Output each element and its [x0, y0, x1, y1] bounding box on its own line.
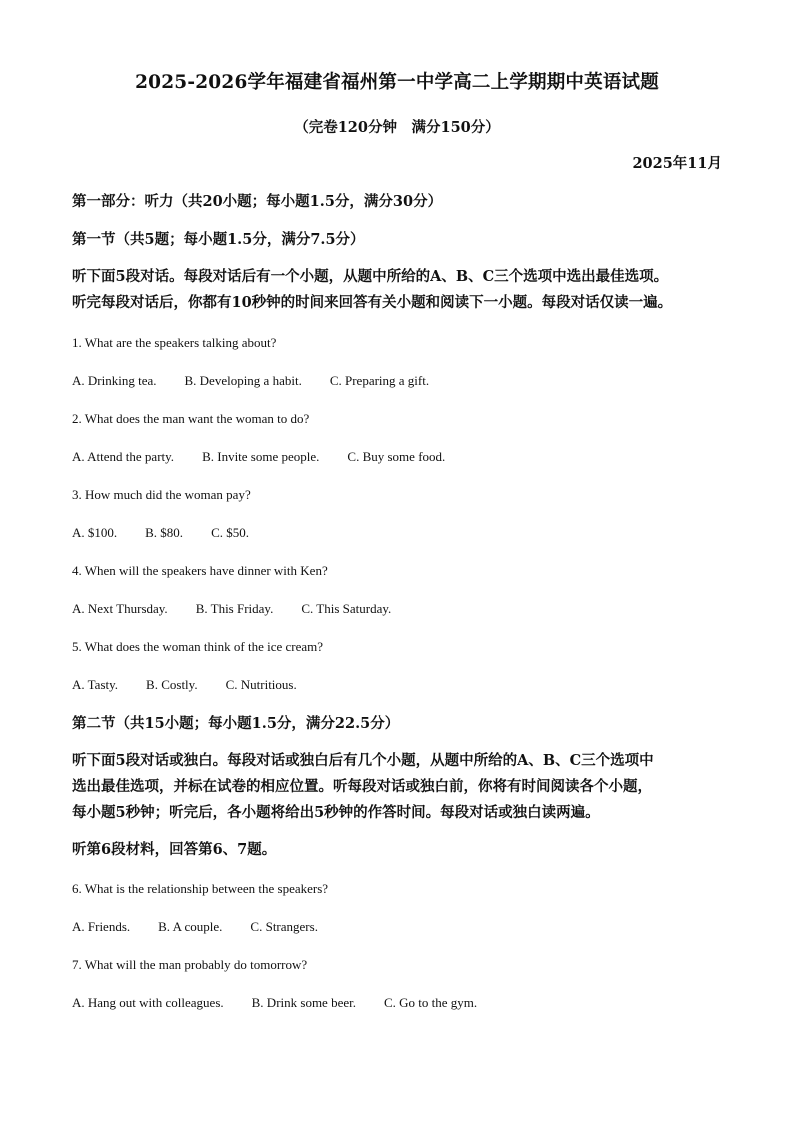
option-c: C. $50.	[211, 525, 249, 540]
question-6-options	[72, 916, 722, 938]
option-c: C. Strangers.	[250, 919, 318, 934]
question-7: 7. What will the man probably do tomorrow?	[72, 957, 308, 972]
option-b: B. Drink some beer.	[251, 995, 356, 1010]
option-b: B. A couple.	[158, 919, 223, 934]
question-5-options	[72, 674, 722, 696]
option-a: A. Attend the party.	[72, 449, 175, 464]
section2-subheading: 听第6段材料，回答第6、7题。	[72, 841, 277, 858]
question-1-options	[72, 370, 722, 392]
exam-date: 2025年11月	[632, 155, 722, 172]
question-4-options	[72, 598, 722, 620]
question-2-options	[72, 446, 722, 468]
exam-duration-score: （完卷120分钟 满分150分）	[294, 119, 500, 136]
exam-title: 2025-2026学年福建省福州第一中学高二上学期期中英语试题	[135, 72, 659, 93]
option-b: B. Invite some people.	[202, 449, 320, 464]
option-b: B. $80.	[145, 525, 184, 540]
option-a: A. Drinking tea.	[72, 373, 157, 388]
instruction-line: 听下面5段对话。每段对话后有一个小题，从题中所给的A、B、C三个选项中选出最佳选项。	[72, 268, 669, 285]
question-3: 3. How much did the woman pay?	[72, 487, 251, 502]
option-b: B. This Friday.	[195, 601, 274, 616]
option-c: C. Buy some food.	[347, 449, 446, 464]
option-a: A. Hang out with colleagues.	[72, 995, 224, 1010]
question-2: 2. What does the man want the woman to do?	[72, 411, 310, 426]
question-6: 6. What is the relationship between the speakers?	[72, 881, 329, 896]
instruction-line: 选出最佳选项，并标在试卷的相应位置。听每段对话或独白前，你将有时间阅读各个小题，	[72, 778, 652, 795]
question-1: 1. What are the speakers talking about?	[72, 335, 277, 350]
option-c: C. This Saturday.	[301, 601, 392, 616]
option-c: C. Nutritious.	[225, 677, 297, 692]
option-c: C. Preparing a gift.	[329, 373, 430, 388]
instruction-line: 听下面5段对话或独白。每段对话或独白后有几个小题，从题中所给的A、B、C三个选项中	[72, 752, 654, 769]
option-b: B. Costly.	[146, 677, 198, 692]
question-5: 5. What does the woman think of the ice cream?	[72, 639, 324, 654]
part1-heading: 第一部分：听力（共20小题；每小题1.5分，满分30分）	[72, 193, 443, 210]
option-a: A. $100.	[72, 525, 118, 540]
instruction-line: 听完每段对话后，你都有10秒钟的时间来回答有关小题和阅读下一小题。每段对话仅读一遍。	[72, 294, 673, 311]
question-3-options	[72, 522, 722, 544]
section2-heading: 第二节（共15小题；每小题1.5分，满分22.5分）	[72, 715, 400, 732]
question-4: 4. When will the speakers have dinner with Ken?	[72, 563, 328, 578]
option-a: A. Next Thursday.	[72, 601, 168, 616]
question-7-options	[72, 992, 722, 1014]
option-a: A. Tasty.	[72, 677, 119, 692]
option-a: A. Friends.	[72, 919, 131, 934]
option-c: C. Go to the gym.	[383, 995, 478, 1010]
option-b: B. Developing a habit.	[184, 373, 302, 388]
instruction-line: 每小题5秒钟；听完后，各小题将给出5秒钟的作答时间。每段对话或独白读两遍。	[72, 804, 600, 821]
section1-heading: 第一节（共5题；每小题1.5分，满分7.5分）	[72, 231, 365, 248]
section2-instructions	[72, 748, 722, 826]
section1-instructions	[72, 264, 722, 316]
